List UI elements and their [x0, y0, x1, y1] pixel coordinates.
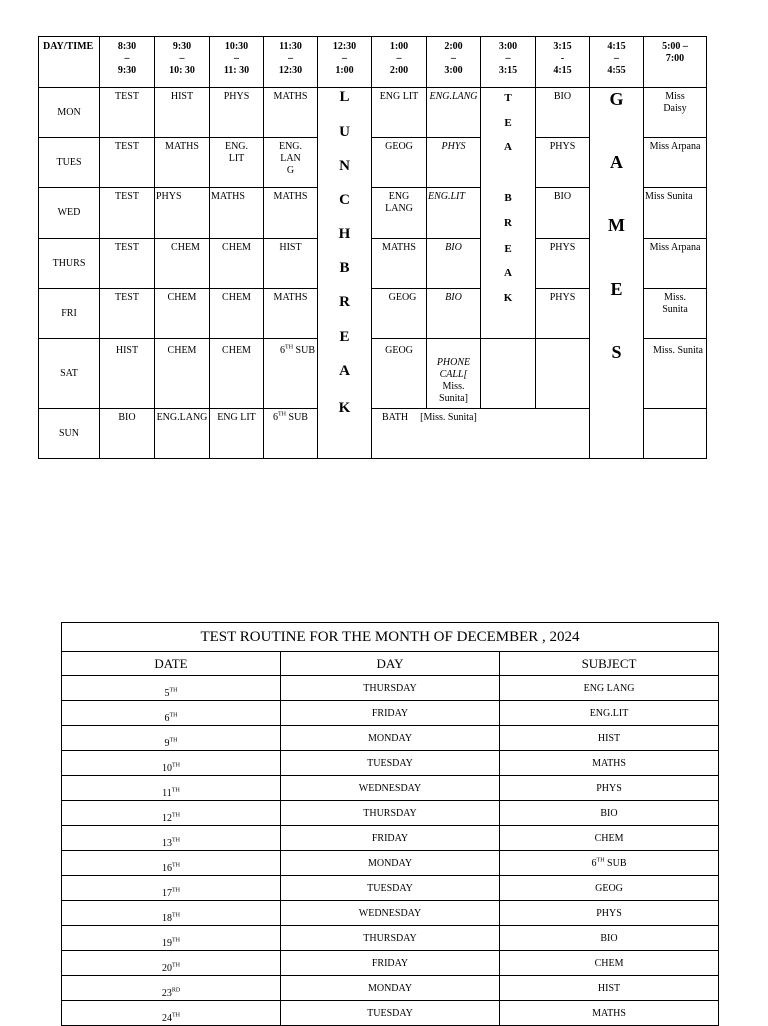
empty-cell	[644, 409, 707, 459]
slot-header: 3:00 – 3:15	[481, 37, 536, 88]
slot-header: 9:30 – 10: 30	[155, 37, 210, 88]
lunch-letter: E	[339, 329, 350, 345]
date-header: DATE	[62, 652, 281, 676]
lesson-cell: BIO	[427, 239, 481, 289]
table-row	[62, 926, 719, 951]
date-cell: 18TH	[62, 901, 281, 926]
lunch-letter: R	[339, 294, 350, 310]
games-letter: A	[610, 152, 623, 172]
timetable-row-mon	[39, 88, 707, 138]
day-cell: WEDNESDAY	[281, 776, 500, 801]
lunch-letter: K	[338, 400, 351, 416]
lunch-letter: A	[339, 363, 350, 379]
date-cell: 9TH	[62, 726, 281, 751]
lunch-letter: N	[339, 158, 350, 174]
lesson-cell: PHYS	[536, 289, 590, 339]
slot-header: 4:15 – 4:55	[590, 37, 644, 88]
lesson-cell: GEOG	[372, 289, 427, 339]
slot-header: 3:15 - 4:15	[536, 37, 590, 88]
table-row	[62, 676, 719, 701]
date-cell: 13TH	[62, 826, 281, 851]
lesson-cell: ENG LIT	[210, 409, 264, 459]
date-cell: 24TH	[62, 1001, 281, 1026]
lesson-cell: BIO	[427, 289, 481, 339]
lesson-cell: PHYS	[210, 88, 264, 138]
tutor-cell: Miss Daisy	[644, 88, 707, 138]
routine-body	[62, 676, 719, 1026]
lesson-cell: ENG.LIT	[427, 188, 481, 239]
day-label: MON	[39, 88, 100, 138]
tea-break-letter: K	[503, 292, 513, 304]
subject-cell: CHEM	[500, 951, 719, 976]
lesson-cell: HIST	[155, 88, 210, 138]
lunch-break-column	[318, 88, 372, 459]
lesson-cell: MATHS	[264, 88, 318, 138]
tea-break-letter: E	[504, 243, 512, 255]
lesson-cell: BIO	[100, 409, 155, 459]
games-column	[590, 88, 644, 459]
lesson-cell: TEST	[100, 88, 155, 138]
lesson-cell: CHEM	[155, 239, 210, 289]
lesson-cell: ENG.LANG	[155, 409, 210, 459]
tea-break-letter: R	[504, 217, 512, 229]
slot-header: 8:30 – 9:30	[100, 37, 155, 88]
games-letter: S	[611, 342, 622, 362]
date-cell: 6TH	[62, 701, 281, 726]
date-cell: 10TH	[62, 751, 281, 776]
lesson-cell: CHEM	[210, 239, 264, 289]
day-label: WED	[39, 188, 100, 239]
lesson-cell: PHYS	[536, 239, 590, 289]
tea-break-letter: B	[504, 192, 512, 204]
routine-header-row	[62, 652, 719, 676]
date-cell: 19TH	[62, 926, 281, 951]
empty-cell	[536, 339, 590, 409]
day-label: SUN	[39, 409, 100, 459]
routine-title: TEST ROUTINE FOR THE MONTH OF DECEMBER , 2024	[62, 623, 719, 652]
date-cell: 20TH	[62, 951, 281, 976]
lunch-letter: C	[339, 192, 350, 208]
subject-header: SUBJECT	[500, 652, 719, 676]
slot-header: 11:30 – 12:30	[264, 37, 318, 88]
subject-cell: GEOG	[500, 876, 719, 901]
slot-header: 10:30 – 11: 30	[210, 37, 264, 88]
lunch-letter: B	[339, 260, 350, 276]
lunch-letter: U	[339, 124, 350, 140]
day-cell: TUESDAY	[281, 1001, 500, 1026]
day-label: FRI	[39, 289, 100, 339]
lesson-cell: CHEM	[155, 339, 210, 409]
lesson-cell: ENG. LIT	[210, 138, 264, 188]
games-letter: G	[609, 89, 624, 109]
date-cell: 23RD	[62, 976, 281, 1001]
lesson-cell: MATHS	[264, 289, 318, 339]
lesson-cell: MATHS	[210, 188, 264, 239]
date-cell: 16TH	[62, 851, 281, 876]
lesson-cell: TEST	[100, 138, 155, 188]
lesson-cell: ENG LANG	[372, 188, 427, 239]
lesson-cell: MATHS	[264, 188, 318, 239]
day-header: DAY	[281, 652, 500, 676]
lunch-letter: L	[339, 89, 350, 105]
day-cell: FRIDAY	[281, 701, 500, 726]
day-label: THURS	[39, 239, 100, 289]
table-row	[62, 776, 719, 801]
subject-cell: MATHS	[500, 1001, 719, 1026]
tea-break-letter: A	[504, 267, 512, 279]
day-label: TUES	[39, 138, 100, 188]
lesson-cell: TEST	[100, 188, 155, 239]
day-cell: MONDAY	[281, 851, 500, 876]
subject-cell: ENG LANG	[500, 676, 719, 701]
tutor-cell: Miss Sunita	[644, 188, 707, 239]
games-letter: M	[608, 215, 625, 235]
lesson-cell: HIST	[264, 239, 318, 289]
subject-cell: PHYS	[500, 901, 719, 926]
date-cell: 5TH	[62, 676, 281, 701]
subject-cell: HIST	[500, 976, 719, 1001]
table-row	[62, 876, 719, 901]
table-row	[62, 751, 719, 776]
lesson-cell: CHEM	[210, 339, 264, 409]
slot-header: 1:00 – 2:00	[372, 37, 427, 88]
date-cell: 12TH	[62, 801, 281, 826]
lesson-cell: 6TH SUB	[264, 409, 318, 459]
lesson-cell: PHYS	[427, 138, 481, 188]
lesson-cell: PHYS	[155, 188, 210, 239]
subject-cell: BIO	[500, 926, 719, 951]
date-cell: 11TH	[62, 776, 281, 801]
date-cell: 17TH	[62, 876, 281, 901]
lesson-cell: TEST	[100, 239, 155, 289]
lesson-cell: BIO	[536, 88, 590, 138]
slot-header: 12:30 – 1:00	[318, 37, 372, 88]
subject-cell: BIO	[500, 801, 719, 826]
slot-header: 2:00 – 3:00	[427, 37, 481, 88]
lesson-cell: CHEM	[155, 289, 210, 339]
lesson-cell: ENG. LAN G	[264, 138, 318, 188]
games-letter: E	[610, 279, 623, 299]
tea-break-letter: E	[504, 117, 512, 129]
lesson-cell: TEST	[100, 289, 155, 339]
table-row	[62, 851, 719, 876]
day-cell: MONDAY	[281, 976, 500, 1001]
test-routine-table	[61, 622, 719, 1026]
day-cell: THURSDAY	[281, 801, 500, 826]
day-cell: MONDAY	[281, 726, 500, 751]
tutor-cell: Miss Arpana	[644, 239, 707, 289]
day-cell: THURSDAY	[281, 676, 500, 701]
table-row	[62, 726, 719, 751]
empty-cell	[481, 339, 536, 409]
lesson-cell: MATHS	[372, 239, 427, 289]
tutor-cell: Miss Arpana	[644, 138, 707, 188]
lesson-cell: BATH [Miss. Sunita]	[372, 409, 590, 459]
lesson-cell: ENG.LANG	[427, 88, 481, 138]
day-cell: FRIDAY	[281, 951, 500, 976]
day-label: SAT	[39, 339, 100, 409]
day-cell: WEDNESDAY	[281, 901, 500, 926]
timetable-header-row	[39, 37, 707, 88]
table-row	[62, 951, 719, 976]
day-cell: FRIDAY	[281, 826, 500, 851]
lesson-cell: GEOG	[372, 138, 427, 188]
lesson-cell: GEOG	[372, 339, 427, 409]
lesson-cell: CHEM	[210, 289, 264, 339]
table-row	[62, 1001, 719, 1026]
table-row	[62, 701, 719, 726]
tutor-cell: Miss. Sunita	[644, 289, 707, 339]
tea-break-column	[481, 88, 536, 339]
subject-cell: ENG.LIT	[500, 701, 719, 726]
weekly-timetable	[38, 36, 707, 459]
lesson-cell: PHONE CALL[ Miss. Sunita]	[427, 339, 481, 409]
lesson-cell: HIST	[100, 339, 155, 409]
slot-header: 5:00 – 7:00	[644, 37, 707, 88]
day-time-header: DAY/TIME	[39, 37, 100, 88]
subject-cell: HIST	[500, 726, 719, 751]
lesson-cell: MATHS	[155, 138, 210, 188]
table-row	[62, 901, 719, 926]
table-row	[62, 826, 719, 851]
tutor-cell: Miss. Sunita	[644, 339, 707, 409]
lesson-cell: PHYS	[536, 138, 590, 188]
day-cell: THURSDAY	[281, 926, 500, 951]
lesson-cell: ENG LIT	[372, 88, 427, 138]
table-row	[62, 976, 719, 1001]
day-cell: TUESDAY	[281, 751, 500, 776]
tea-break-letter: A	[504, 141, 512, 153]
table-row	[62, 801, 719, 826]
tea-break-letter: T	[504, 92, 512, 104]
lesson-cell: 6TH SUB	[264, 339, 318, 409]
subject-cell: PHYS	[500, 776, 719, 801]
subject-cell: MATHS	[500, 751, 719, 776]
subject-cell: CHEM	[500, 826, 719, 851]
lunch-letter: H	[338, 226, 351, 242]
day-cell: TUESDAY	[281, 876, 500, 901]
lesson-cell: BIO	[536, 188, 590, 239]
subject-cell: 6TH SUB	[500, 851, 719, 876]
